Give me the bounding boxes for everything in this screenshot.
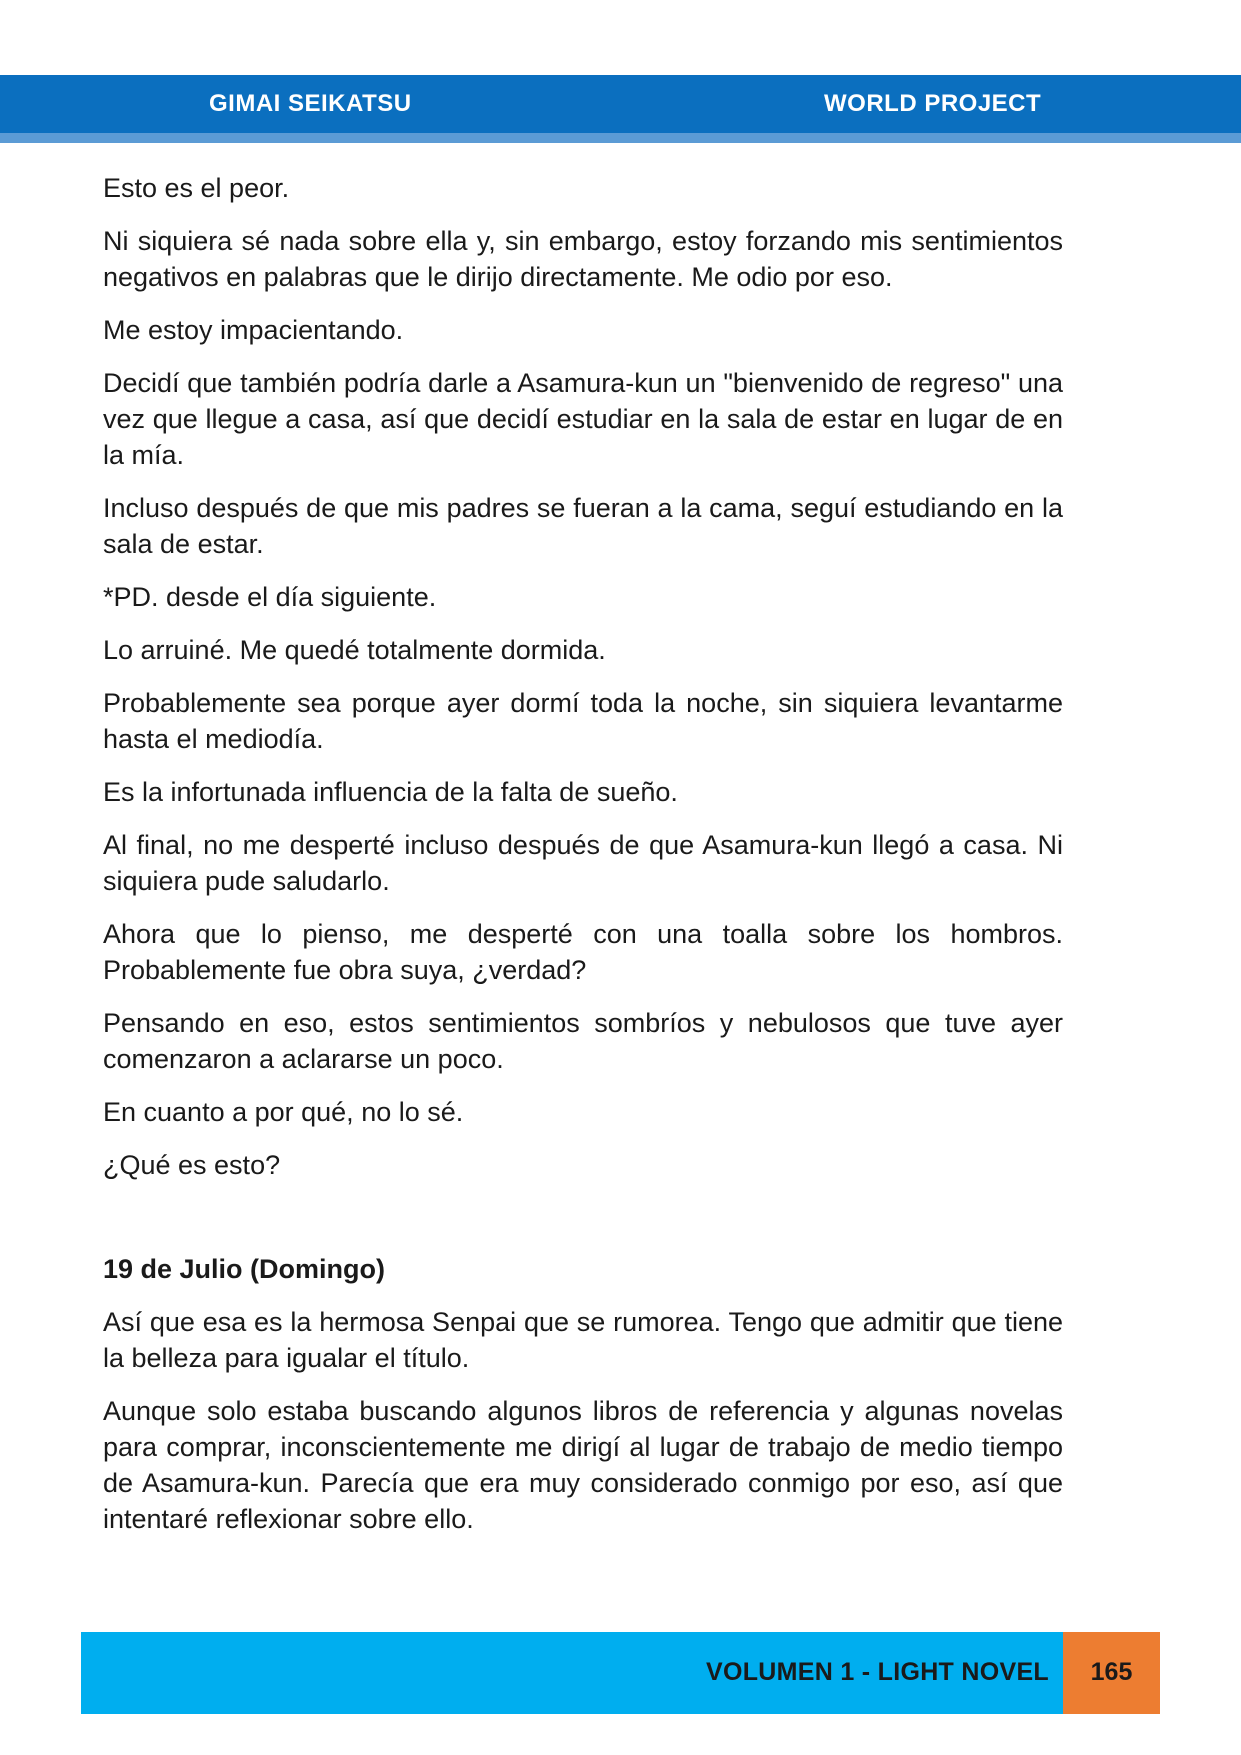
series-title: GIMAI SEIKATSU [209, 90, 412, 117]
paragraph: Al final, no me desperté incluso después de que Asamura-kun llegó a casa. Ni siquiera pude saludarlo. [103, 830, 1063, 896]
paragraph: Ni siquiera sé nada sobre ella y, sin embargo, estoy forzando mis sentimientos negativos en palabras que le dirijo directamente. Me odio por eso. [103, 226, 1063, 292]
paragraph: Me estoy impacientando. [103, 315, 404, 345]
page-header [0, 75, 1241, 143]
volume-label: VOLUMEN 1 - LIGHT NOVEL [705, 1658, 1049, 1686]
paragraph: Pensando en eso, estos sentimientos sombríos y nebulosos que tuve ayer comenzaron a aclararse un poco. [103, 1008, 1063, 1074]
paragraph: En cuanto a por qué, no lo sé. [103, 1097, 464, 1127]
paragraph: Probablemente sea porque ayer dormí toda la noche, sin siquiera levantarme hasta el mediodía. [103, 688, 1063, 754]
paragraph: Decidí que también podría darle a Asamura-kun un "bienvenido de regreso" una vez que llegue a casa, así que decidí estudiar en la sala de estar en lugar de en la mía. [103, 368, 1063, 470]
group-title: WORLD PROJECT [824, 90, 1042, 117]
paragraph: Es la infortunada influencia de la falta de sueño. [103, 777, 678, 807]
page-footer [81, 1632, 1063, 1714]
paragraph: Esto es el peor. [103, 173, 290, 203]
page-body [103, 170, 1063, 1554]
paragraph: Así que esa es la hermosa Senpai que se rumorea. Tengo que admitir que tiene la belleza para igualar el título. [103, 1307, 1063, 1373]
paragraph: *PD. desde el día siguiente. [103, 582, 437, 612]
paragraph: Lo arruiné. Me quedé totalmente dormida. [103, 635, 606, 665]
section-heading: 19 de Julio (Domingo) [103, 1254, 386, 1284]
paragraph: Incluso después de que mis padres se fueran a la cama, seguí estudiando en la sala de estar. [103, 493, 1063, 559]
paragraph: Ahora que lo pienso, me desperté con una toalla sobre los hombros. Probablemente fue obra suya, ¿verdad? [103, 919, 1063, 985]
page-number: 165 [1090, 1658, 1133, 1686]
paragraph: Aunque solo estaba buscando algunos libros de referencia y algunas novelas para comprar, inconscientemente me dirigí al lugar de trabajo de medio tiempo de Asamura-kun. Parecía que era muy considerado conmigo por eso, así que intentaré reflexionar sobre ello. [103, 1396, 1063, 1534]
paragraph: ¿Qué es esto? [103, 1150, 281, 1180]
page-number-box [1063, 1632, 1160, 1714]
